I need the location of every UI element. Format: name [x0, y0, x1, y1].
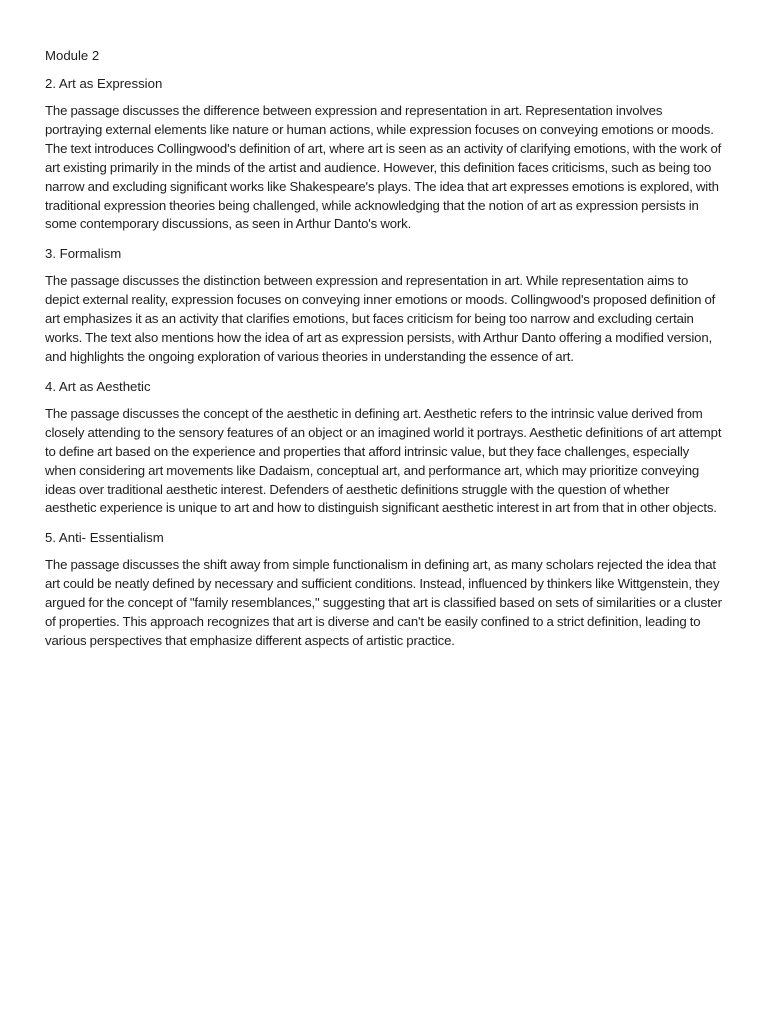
- section-heading: 3. Formalism: [45, 246, 122, 262]
- section-formalism: [45, 244, 722, 367]
- section-paragraph: The passage discusses the difference between expression and representation in art. Representation involves portraying external elements like nature or human actions, while expression focuses on conveying emotions or moods. The text introduces Collingwood's definition of art, where art is seen as an activity of clarifying emotions, with the work of art existing primarily in the minds of the artist and audience. However, this definition faces criticisms, such as being too narrow and excluding significant works like Shakespeare's plays. The idea that art expresses emotions is explored, with traditional expression theories being challenged, while acknowledging that the notion of art as expression persists in some contemporary discussions, as seen in Arthur Danto's work.: [45, 103, 722, 232]
- section-heading: 5. Anti- Essentialism: [45, 530, 164, 546]
- section-art-as-aesthetic: [45, 377, 722, 518]
- module-title: Module 2: [45, 48, 100, 63]
- section-paragraph: The passage discusses the concept of the aesthetic in defining art. Aesthetic refers to the intrinsic value derived from closely attending to the sensory features of an object or an imagined world it portrays. Aesthetic definitions of art attempt to define art based on the experience and properties that afford intrinsic value, but they face challenges, especially when considering art movements like Dadaism, conceptual art, and performance art, which may prioritize conveying ideas over traditional aesthetic interest. Defenders of aesthetic definitions struggle with the question of whether aesthetic experience is unique to art and how to distinguish significant aesthetic interest in art from that in other objects.: [45, 405, 722, 516]
- section-paragraph: The passage discusses the shift away from simple functionalism in defining art, as many scholars rejected the idea that art could be neatly defined by necessary and sufficient conditions. Instead, influenced by thinkers like Wittgenstein, they argued for the concept of "family resemblances," suggesting that art is classified based on sets of similarities or a cluster of properties. This approach recognizes that art is diverse and can't be easily confined to a strict definition, leading to various perspectives that emphasize different aspects of artistic practice.: [45, 557, 722, 648]
- section-heading: 2. Art as Expression: [45, 76, 163, 91]
- section-art-as-expression: [45, 74, 722, 234]
- section-paragraph: The passage discusses the distinction between expression and representation in art. While representation aims to depict external reality, expression focuses on conveying inner emotions or moods. Collingwood's proposed definition of art emphasizes it as an activity that clarifies emotions, but faces criticism for being too narrow and excluding certain works. The text also mentions how the idea of art as expression persists, with Arthur Danto offering a modified version, and highlights the ongoing exploration of various theories in understanding the essence of art.: [45, 273, 716, 364]
- section-heading: 4. Art as Aesthetic: [45, 378, 151, 394]
- section-anti-essentialism: [45, 528, 722, 651]
